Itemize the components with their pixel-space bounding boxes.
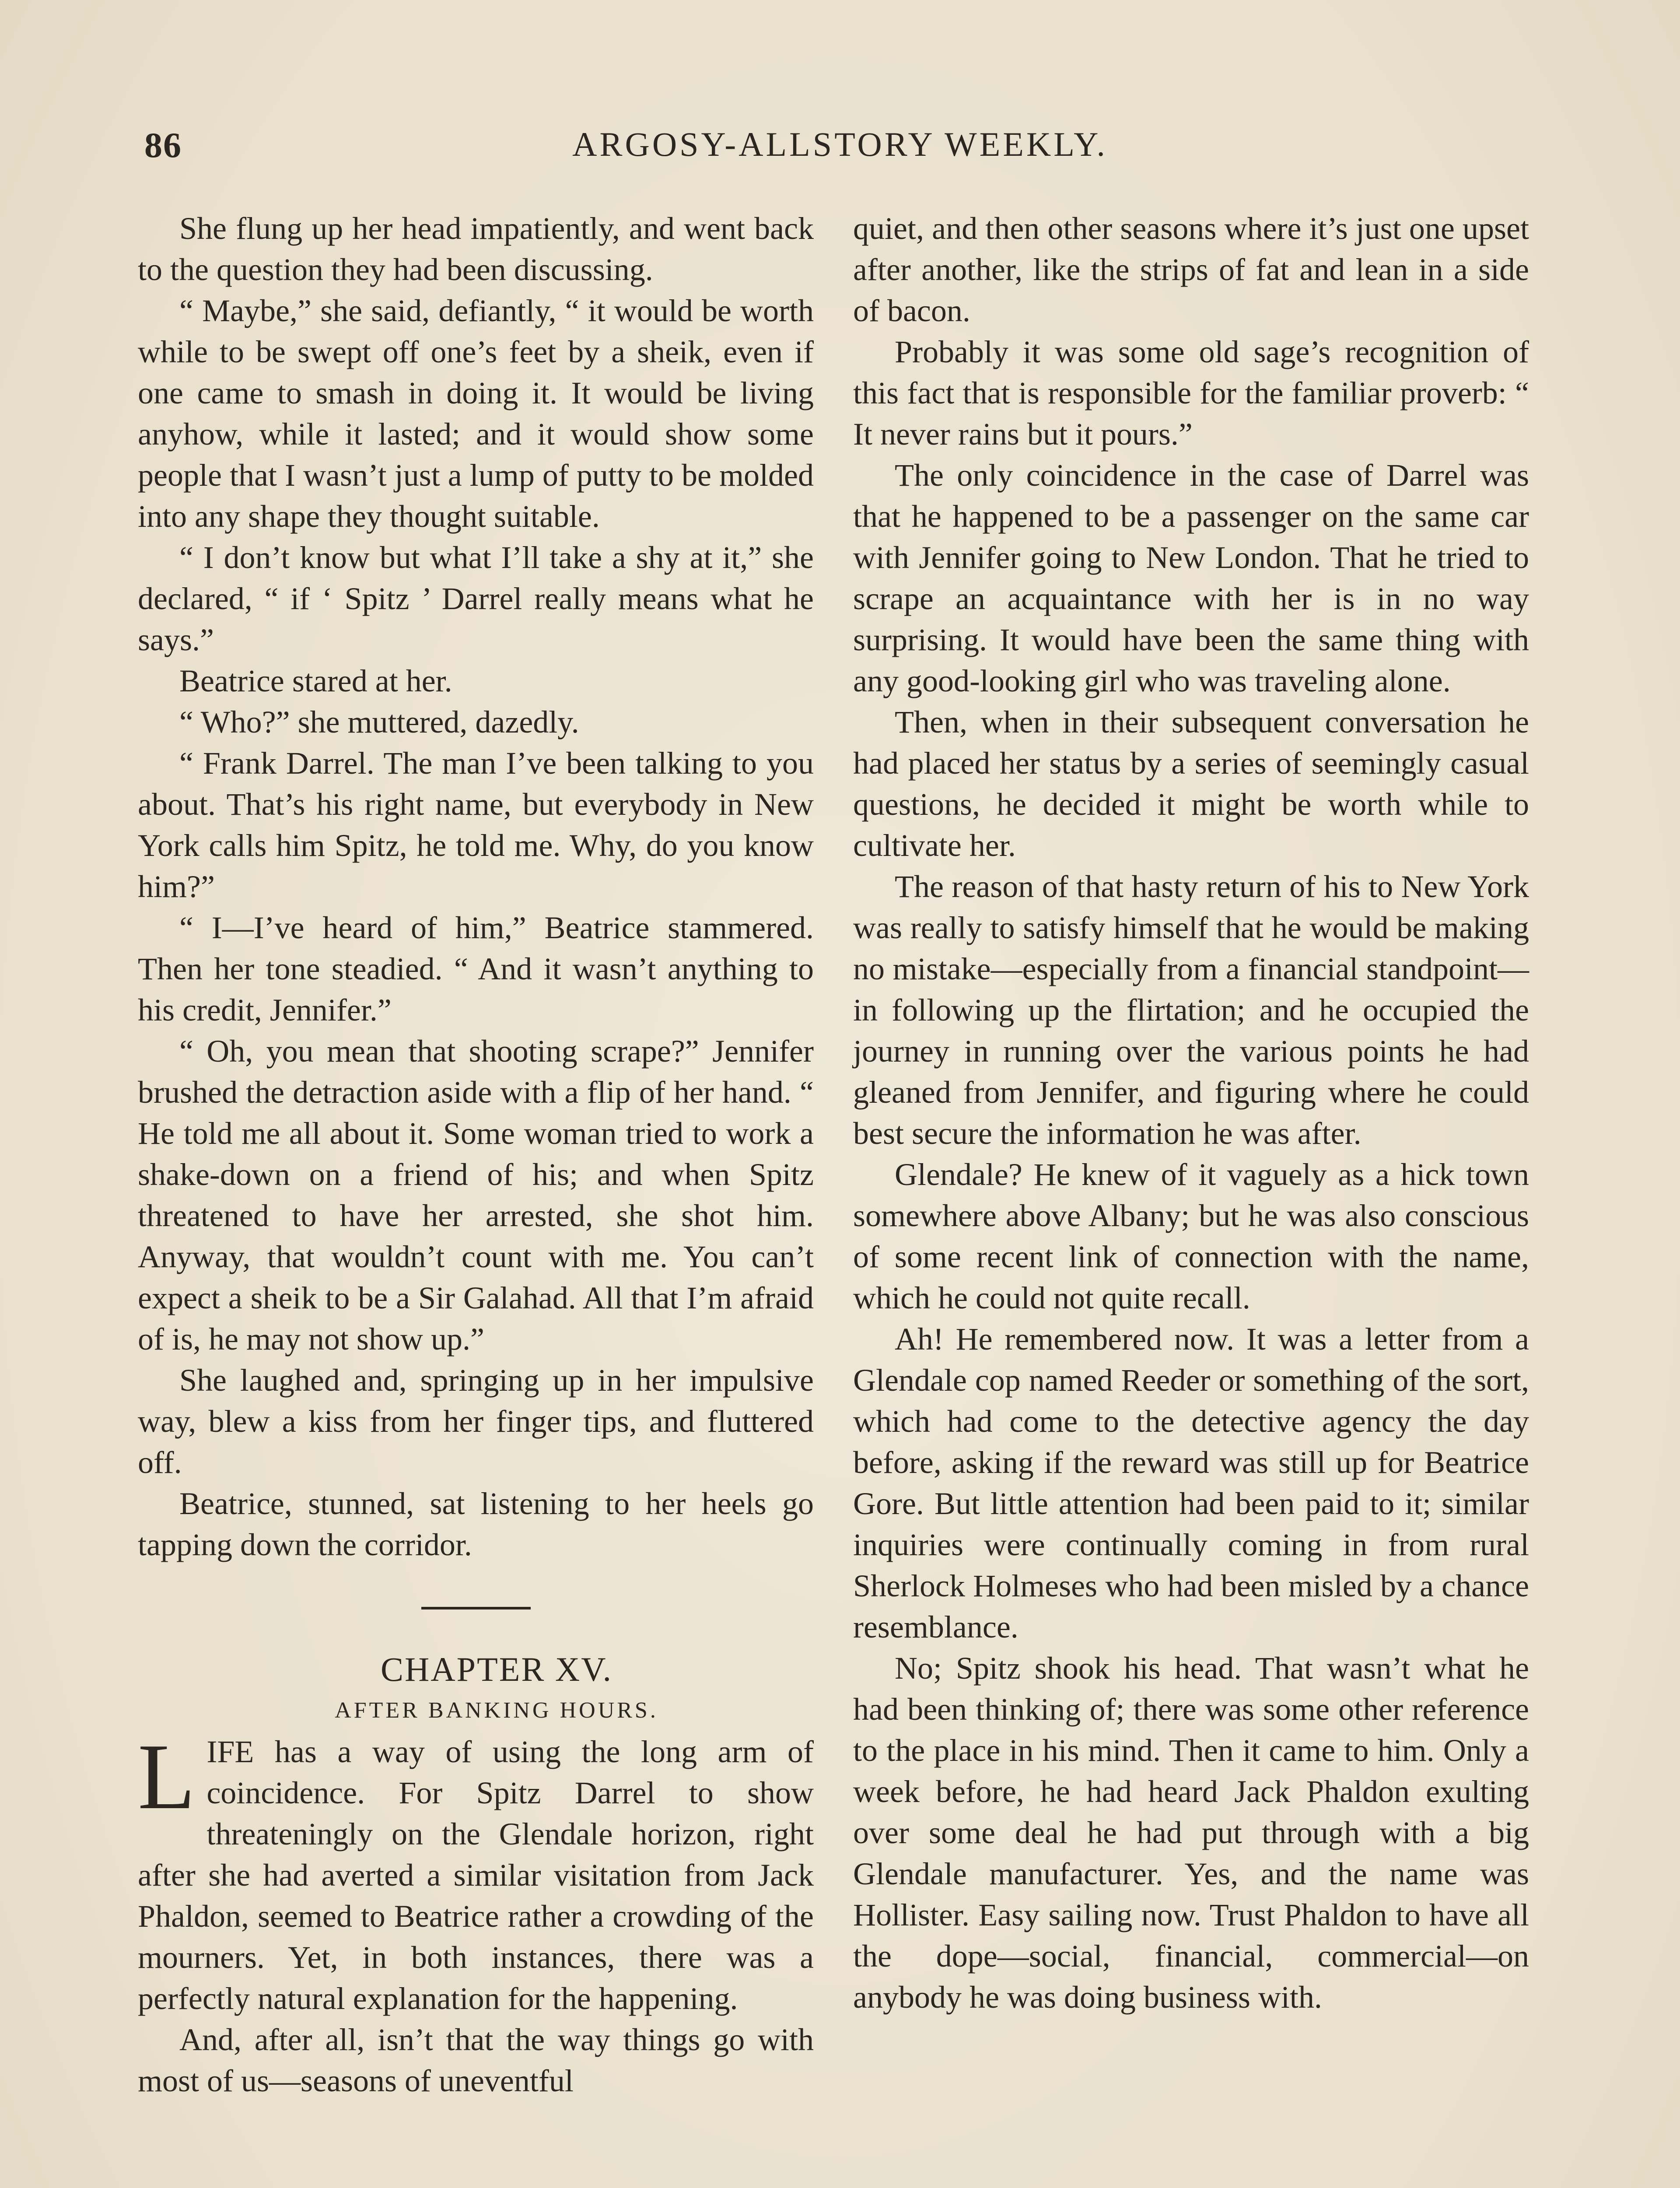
left-column (138, 208, 814, 2101)
paragraph: She flung up her head impatiently, and went back to the question they had been discussing. (138, 211, 814, 287)
paragraph: “ Frank Darrel. The man I’ve been talking to you about. That’s his right name, but everybody in New York calls him Spitz, he told me. Why, do you know him?” (138, 746, 814, 904)
drop-cap: L (138, 1724, 196, 1829)
page-number: 86 (144, 125, 182, 165)
paragraph: Then, when in their subsequent conversation he had placed her status by a series of seemingly casual questions, he decided it might be worth while to cultivate her. (853, 705, 1529, 863)
paragraph: Ah! He remembered now. It was a letter from a Glendale cop named Reeder or something of the sort, which had come to the detective agency the day before, asking if the reward was still up for Beatrice Gore. But little attention had been paid to it; similar inquiries were continually coming in from rural Sherlock Holmeses who had been misled by a chance resemblance. (853, 1322, 1529, 1645)
paragraph: The only coincidence in the case of Darrel was that he happened to be a passenger on the same car with Jennifer going to New London. That he tried to scrape an acquaintance with her is in no way surprising. It would have been the same thing with any good-looking girl who was traveling alone. (853, 458, 1529, 698)
paragraph: Probably it was some old sage’s recognition of this fact that is responsible for the familiar proverb: “ It never rains but it pours.” (853, 334, 1529, 452)
paragraph: She laughed and, springing up in her impulsive way, blew a kiss from her finger tips, and fluttered off. (138, 1363, 814, 1480)
section-divider (421, 1607, 531, 1609)
dropcap-paragraph (138, 1724, 814, 2019)
paragraph: Beatrice stared at her. (179, 663, 452, 698)
paragraph: “ I—I’ve heard of him,” Beatrice stammered. Then her tone steadied. “ And it wasn’t anything to his credit, Jennifer.” (138, 910, 814, 1027)
running-head: ARGOSY-ALLSTORY WEEKLY. (572, 125, 1108, 163)
paragraph: “ I don’t know but what I’ll take a shy at it,” she declared, “ if ‘ Spitz ’ Darrel really means what he says.” (138, 540, 814, 657)
paragraph: “ Oh, you mean that shooting scrape?” Jennifer brushed the detraction aside with a flip of her hand. “ He told me all about it. Some woman tried to work a shake-down on a friend of his; and when Spitz threatened to have her arrested, she shot him. Anyway, that wouldn’t count with me. You can’t expect a sheik to be a Sir Galahad. All that I’m afraid of is, he may not show up.” (138, 1034, 814, 1357)
dropcap-paragraph-text: IFE has a way of using the long arm of coincidence. For Spitz Darrel to show threateningly on the Glendale horizon, right after she had averted a similar visitation from Jack Phaldon, seemed to Beatrice rather a crowding of the mourners. Yet, in both instances, there was a perfectly natural explanation for the happening. (138, 1734, 814, 2016)
paragraph: Beatrice, stunned, sat listening to her heels go tapping down the corridor. (138, 1486, 814, 1562)
chapter-subtitle: AFTER BANKING HOURS. (335, 1698, 658, 1723)
paragraph: “ Who?” she muttered, dazedly. (179, 705, 579, 740)
right-column (853, 208, 1529, 2018)
page-header (144, 125, 1536, 173)
continued-paragraph: quiet, and then other seasons where it’s just one upset after another, like the strips of fat and lean in a side of bacon. (853, 211, 1529, 328)
chapter-title: CHAPTER XV. (381, 1650, 612, 1688)
paragraph: Glendale? He knew of it vaguely as a hick town somewhere above Albany; but he was also conscious of some recent link of connection with the name, which he could not quite recall. (853, 1157, 1529, 1315)
paragraph: And, after all, isn’t that the way things go with most of us—seasons of uneventful (138, 2022, 814, 2098)
paragraph: “ Maybe,” she said, defiantly, “ it would be worth while to be swept off one’s feet by a sheik, even if one came to smash in doing it. It would be living anyhow, while it lasted; and it would show some people that I wasn’t just a lump of putty to be molded into any shape they thought suitable. (138, 293, 814, 534)
paragraph: No; Spitz shook his head. That wasn’t what he had been thinking of; there was some other reference to the place in his mind. Then it came to him. Only a week before, he had heard Jack Phaldon exulting over some deal he had put through with a big Glendale manufacturer. Yes, and the name was Hollister. Easy sailing now. Trust Phaldon to have all the dope—social, financial, commercial—on anybody he was doing business with. (853, 1651, 1529, 2015)
paragraph: The reason of that hasty return of his to New York was really to satisfy himself that he would be making no mistake—especially from a financial standpoint—in following up the flirtation; and he occupied the journey in running over the various points he had gleaned from Jennifer, and figuring where he could best secure the information he was after. (853, 869, 1529, 1151)
